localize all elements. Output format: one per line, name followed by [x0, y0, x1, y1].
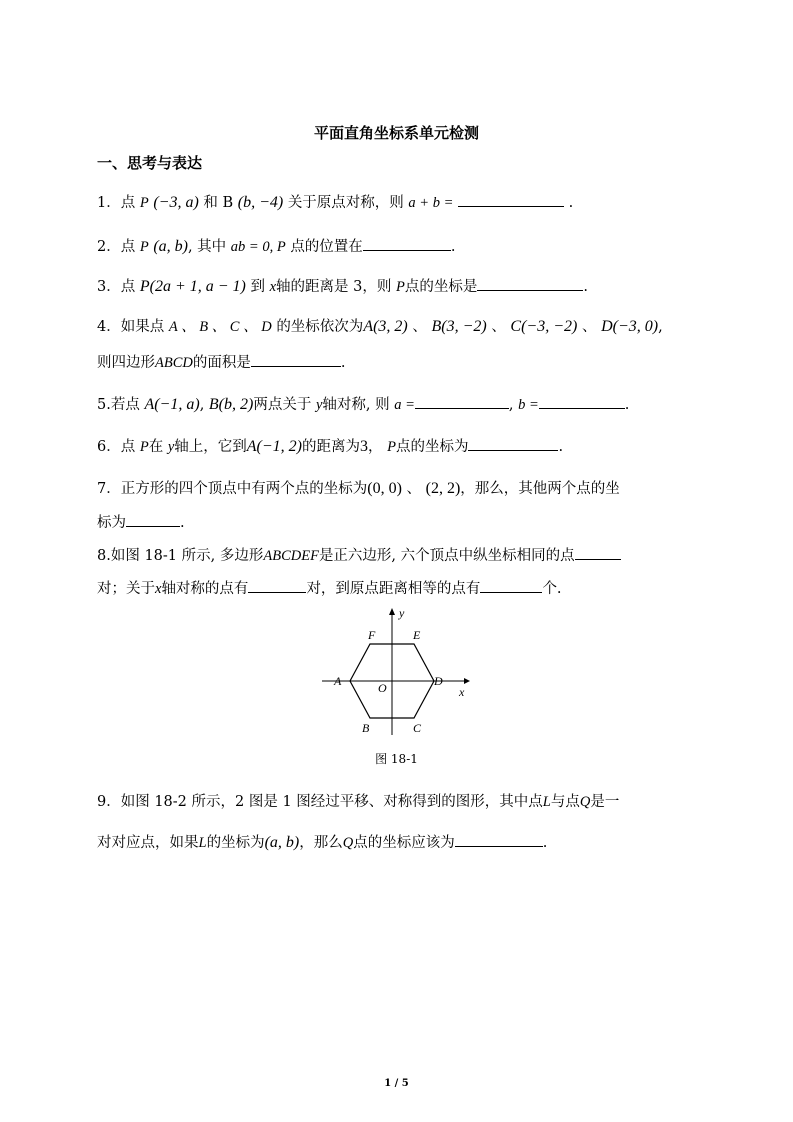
page-number: 1 / 5 — [384, 1078, 409, 1089]
label-D: D — [434, 674, 443, 688]
question-5: 5.若点 A(−1, a), B(b, 2)两点关于 y轴对称, 则 a = , b = . — [97, 396, 630, 413]
answer-blank[interactable] — [477, 276, 583, 291]
answer-blank[interactable] — [248, 578, 306, 593]
label-E: E — [413, 628, 421, 642]
label-O: O — [378, 681, 387, 695]
section-heading: 一、思考与表达 — [97, 154, 203, 172]
answer-blank[interactable] — [251, 352, 341, 367]
label-y: y — [399, 606, 405, 620]
label-F: F — [368, 628, 376, 642]
page-title: 平面直角坐标系单元检测 — [313, 124, 479, 142]
label-x: x — [459, 685, 465, 699]
question-4: 4．如果点 A 、 B 、 C 、 D 的坐标依次为A(3, 2) 、 B(3, −2) 、 C(−3, −2) 、 D(−3, 0), — [97, 318, 663, 335]
answer-blank[interactable] — [575, 545, 621, 560]
answer-blank[interactable] — [458, 192, 564, 207]
x-axis-arrow — [464, 678, 470, 684]
answer-blank[interactable] — [126, 512, 180, 527]
answer-blank[interactable] — [415, 394, 509, 409]
answer-blank[interactable] — [468, 436, 558, 451]
question-7: 7．正方形的四个顶点中有两个点的坐标为(0, 0) 、 (2, 2)，那么，其他两个点的坐 — [97, 480, 620, 497]
question-9: 9．如图 18-2 所示，2 图是 1 图经过平移、对称得到的图形，其中点L与点Q是一 — [97, 794, 620, 810]
answer-blank[interactable] — [455, 832, 543, 847]
label-A: A — [334, 674, 342, 688]
figure-caption: 图 18-1 — [375, 752, 418, 766]
question-7-line-2: 标为 . — [97, 512, 697, 534]
question-2: 2．点 P (a, b), 其中 ab = 0, P 点的位置在 . — [97, 238, 456, 255]
hexagon-figure — [270, 605, 480, 745]
label-C: C — [413, 721, 422, 735]
question-8: 8.如图 18-1 所示, 多边形ABCDEF是正六边形, 六个顶点中纵坐标相同的点 — [97, 545, 697, 567]
label-B: B — [362, 721, 370, 735]
question-9-line-2: 对对应点，如果L的坐标为(a, b)，那么Q点的坐标应该为 . — [97, 834, 548, 851]
question-3: 3．点 P(2a + 1, a − 1) 到 x轴的距离是 3，则 P点的坐标是 . — [97, 278, 588, 295]
question-4-line-2: 则四边形ABCD的面积是 . — [97, 352, 697, 374]
question-6: 6．点 P在 y轴上，它到A(−1, 2)的距离为3， P点的坐标为 . — [97, 438, 564, 455]
question-1: 1．点 P (−3, a) 和 B (b, −4) 关于原点对称，则 a + b = . — [97, 194, 574, 211]
answer-blank[interactable] — [363, 236, 451, 251]
answer-blank[interactable] — [539, 394, 625, 409]
answer-blank[interactable] — [480, 578, 542, 593]
question-8-line-2: 对；关于x轴对称的点有 对，到原点距离相等的点有 个. — [97, 578, 697, 600]
y-axis-arrow — [389, 608, 395, 615]
